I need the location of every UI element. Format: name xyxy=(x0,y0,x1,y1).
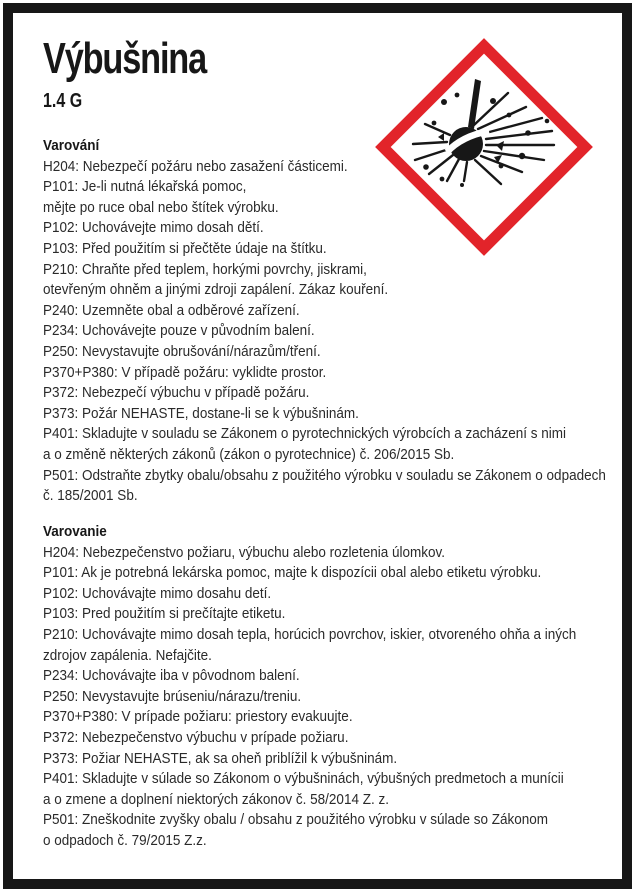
phrase-line: P103: Pred použitím si prečítajte etiketu. xyxy=(43,605,286,623)
phrase-line: P234: Uchovávajte iba v pôvodnom balení. xyxy=(43,667,300,685)
phrase-line: otevřeným ohněm a jinými zdroji zapálení. Zákaz kouření. xyxy=(43,281,389,299)
phrase-line: zdrojov zapálenia. Nefajčite. xyxy=(43,646,212,664)
section-heading: Varování xyxy=(43,137,100,154)
warning-section-czech xyxy=(43,136,606,507)
phrase-line: P234: Uchovávejte pouze v původním balení. xyxy=(43,322,315,340)
warning-section-slovak xyxy=(43,522,576,852)
hazard-class-code: 1.4 G xyxy=(43,90,83,112)
phrase-line: mějte po ruce obal nebo štítek výrobku. xyxy=(43,198,279,216)
phrase-line: P103: Před použitím si přečtěte údaje na štítku. xyxy=(43,239,327,257)
phrase-line: P401: Skladujte v souladu se Zákonem o pyrotechnických výrobcích a zacházení s nimi xyxy=(43,425,567,443)
phrase-line: P372: Nebezpečí výbuchu v případě požáru. xyxy=(43,384,310,402)
phrase-line: P102: Uchovávejte mimo dosah dětí. xyxy=(43,219,264,237)
phrase-line: P501: Zneškodnite zvyšky obalu / obsahu z použitého výrobku v súlade so Zákonom xyxy=(43,811,549,829)
page-title: Výbušnina xyxy=(43,34,207,83)
phrase-line: a o zmene a doplnení niektorých zákonov č. 58/2014 Z. z. xyxy=(43,790,389,808)
phrase-line: P250: Nevystavujte brúseniu/nárazu/treniu. xyxy=(43,687,302,705)
phrase-line: P210: Chraňte před teplem, horkými povrchy, jiskrami, xyxy=(43,260,367,278)
phrase-line: č. 185/2001 Sb. xyxy=(43,487,138,505)
phrase-line: a o změně některých zákonů (zákon o pyrotechnice) č. 206/2015 Sb. xyxy=(43,445,455,463)
phrase-line: P101: Ak je potrebná lekárska pomoc, majte k dispozícii obal alebo etiketu výrobku. xyxy=(43,564,542,582)
phrase-line: o odpadoch č. 79/2015 Z.z. xyxy=(43,831,207,849)
phrase-line: P372: Nebezpečenstvo výbuchu v prípade požiaru. xyxy=(43,728,349,746)
phrase-list xyxy=(43,157,606,507)
phrase-line: P101: Je-li nutná lékařská pomoc, xyxy=(43,178,247,196)
phrase-line: H204: Nebezpečenstvo požiaru, výbuchu alebo rozletenia úlomkov. xyxy=(43,543,445,561)
phrase-line: P102: Uchovávajte mimo dosahu detí. xyxy=(43,584,272,602)
phrase-line: P373: Požiar NEHASTE, ak sa oheň priblížil k výbušninám. xyxy=(43,749,398,767)
phrase-line: P501: Odstraňte zbytky obalu/obsahu z použitého výrobku v souladu se Zákonem o odpadech xyxy=(43,466,606,484)
phrase-line: P370+P380: V případě požáru: vyklidte prostor. xyxy=(43,363,327,381)
phrase-line: P373: Požár NEHASTE, dostane-li se k výbušninám. xyxy=(43,404,359,422)
phrase-line: H204: Nebezpečí požáru nebo zasažení částicemi. xyxy=(43,157,348,175)
phrase-line: P210: Uchovávajte mimo dosah tepla, horúcich povrchov, iskier, otvoreného ohňa a iných xyxy=(43,625,577,643)
section-heading: Varovanie xyxy=(43,523,107,540)
phrase-line: P240: Uzemněte obal a odběrové zařízení. xyxy=(43,301,300,319)
phrase-line: P370+P380: V prípade požiaru: priestory evakuujte. xyxy=(43,708,353,726)
phrase-list xyxy=(43,543,576,852)
phrase-line: P250: Nevystavujte obrušování/nárazům/tření. xyxy=(43,342,321,360)
phrase-line: P401: Skladujte v súlade so Zákonom o výbušninách, výbušných predmetoch a munícii xyxy=(43,770,564,788)
